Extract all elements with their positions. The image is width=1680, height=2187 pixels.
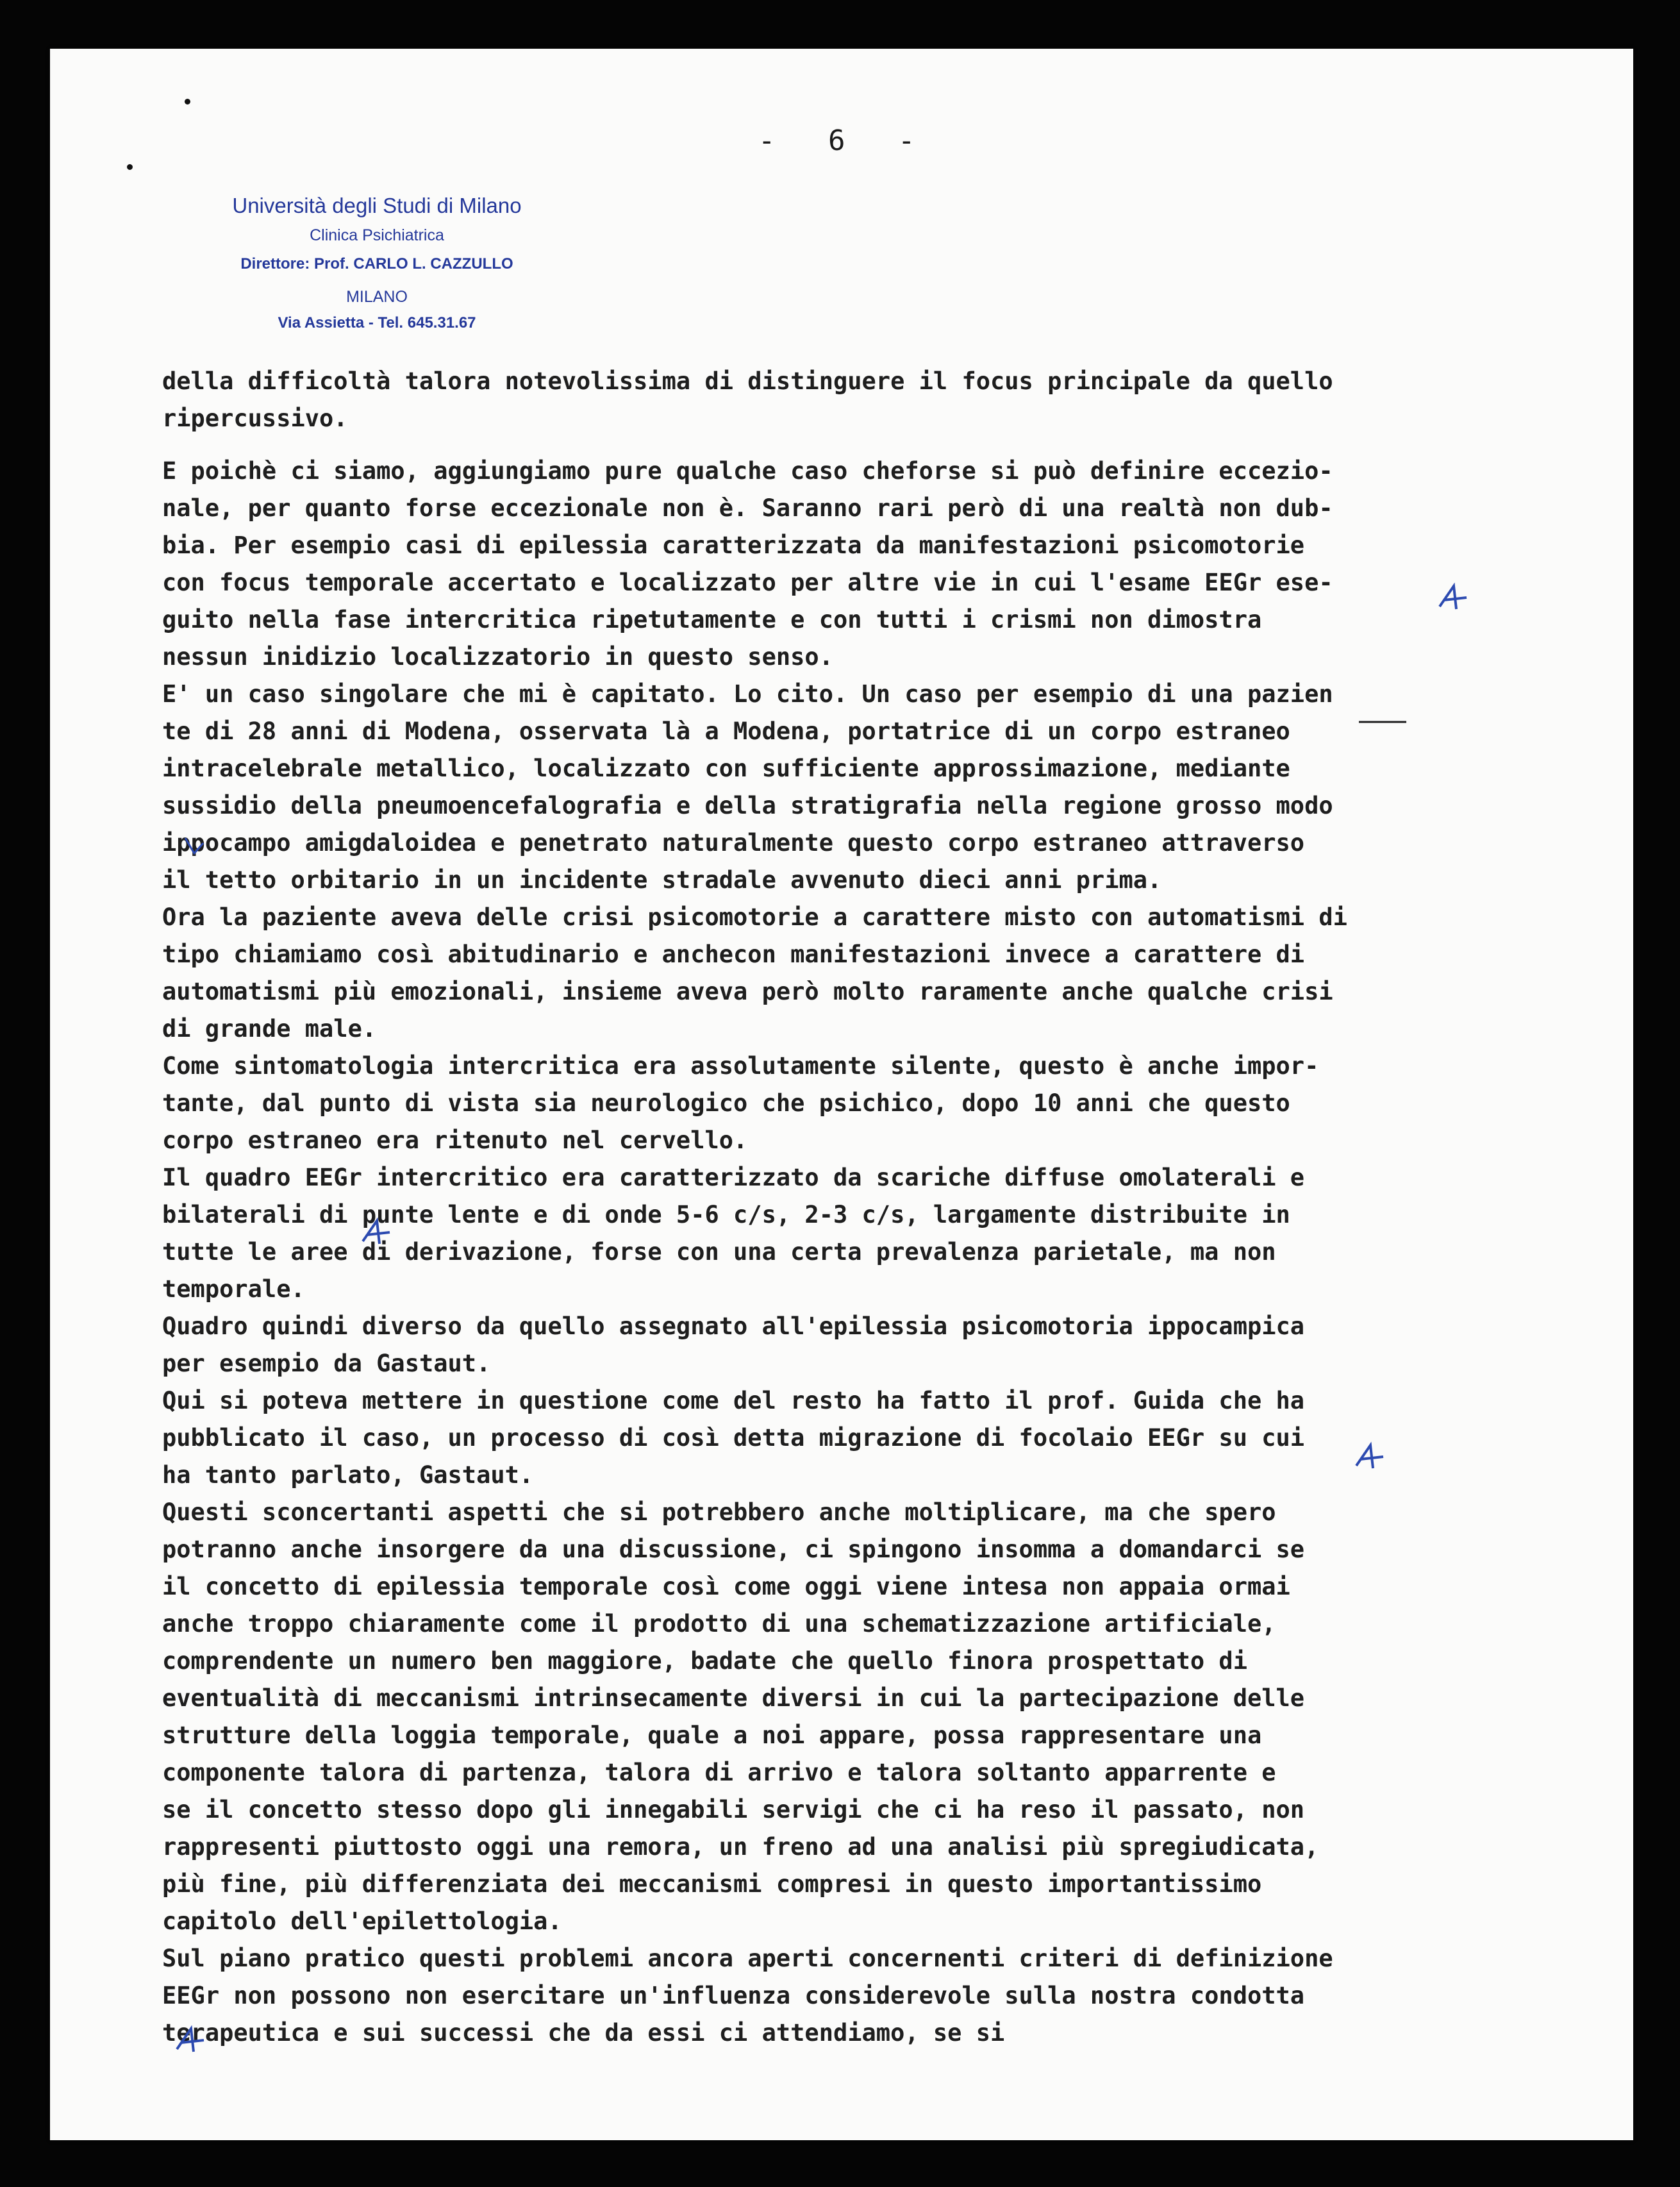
text-line: rappresenti piuttosto oggi una remora, un freno ad una analisi più spregiudicata, [162,1833,1319,1861]
pen-correction-mark-icon [172,2024,210,2062]
text-line: Ora la paziente aveva delle crisi psicomotorie a carattere misto con automatismi di [162,903,1347,931]
text-line: Qui si poteva mettere in questione come del resto ha fatto il prof. Guida che ha [162,1387,1305,1414]
pen-correction-mark-icon [1351,1440,1390,1479]
text-line: ripercussivo. [162,405,348,432]
text-line: intracelebrale metallico, localizzato con sufficiente approssimazione, mediante [162,755,1290,782]
text-line: ippocampo amigdaloidea e penetrato naturalmente questo corpo estraneo attraverso [162,829,1305,857]
text-line: nessun inidizio localizzatorio in questo senso. [162,643,833,671]
letterhead-clinic: Clinica Psichiatrica [310,226,444,244]
text-line: eventualità di meccanismi intrinsecamente diversi in cui la partecipazione delle [162,1684,1305,1712]
text-line: bilaterali di punte lente e di onde 5-6 c/s, 2-3 c/s, largamente distribuite in [162,1201,1290,1228]
text-line: Come sintomatologia intercritica era assolutamente silente, questo è anche impor- [162,1052,1319,1080]
text-line: nale, per quanto forse eccezionale non è. Saranno rari però di una realtà non dub- [162,494,1333,522]
text-line: il concetto di epilessia temporale così come oggi viene intesa non appaia ormai [162,1573,1290,1600]
letterhead-city: MILANO [346,288,408,306]
text-line: componente talora di partenza, talora di arrivo e talora soltanto apparrente e [162,1759,1276,1786]
text-line: sussidio della pneumoencefalografia e della stratigrafia nella regione grosso modo [162,792,1333,819]
punch-mark-icon [127,164,133,170]
page-number: - 6 - [758,124,933,157]
document-page [50,49,1633,2140]
text-line: temporale. [162,1275,305,1303]
text-line: tipo chiamiamo così abitudinario e anchecon manifestazioni invece a carattere di [162,941,1305,968]
text-line: strutture della loggia temporale, quale a noi appare, possa rappresentare una [162,1722,1262,1749]
text-line: capitolo dell'epilettologia. [162,1907,562,1935]
pen-correction-mark-icon [1435,581,1473,619]
pen-correction-mark-icon [358,1216,396,1254]
text-line: il tetto orbitario in un incidente stradale avvenuto dieci anni prima. [162,866,1162,894]
text-line: con focus temporale accertato e localizzato per altre vie in cui l'esame EEGr ese- [162,569,1333,596]
text-line: anche troppo chiaramente come il prodotto di una schematizzazione artificiale, [162,1610,1276,1638]
text-line: più fine, più differenziata dei meccanismi compresi in questo importantissimo [162,1870,1262,1898]
letterhead-director: Direttore: Prof. CARLO L. CAZZULLO [240,255,513,272]
pen-caret-mark-icon [181,834,207,860]
text-line: tante, dal punto di vista sia neurologico che psichico, dopo 10 anni che questo [162,1089,1290,1117]
text-line: per esempio da Gastaut. [162,1350,491,1377]
text-line: te di 28 anni di Modena, osservata là a Modena, portatrice di un corpo estraneo [162,717,1290,745]
text-line: Quadro quindi diverso da quello assegnato all'epilessia psicomotoria ippocampica [162,1312,1305,1340]
text-line: potranno anche insorgere da una discussione, ci spingono insomma a domandarci se [162,1536,1305,1563]
text-line: corpo estraneo era ritenuto nel cervello. [162,1127,748,1154]
text-line: tutte le aree di derivazione, forse con una certa prevalenza parietale, ma non [162,1238,1276,1266]
text-line: ha tanto parlato, Gastaut. [162,1461,534,1489]
text-line: E' un caso singolare che mi è capitato. Lo cito. Un caso per esempio di una pazien [162,680,1333,708]
text-line: terapeutica e sui successi che da essi ci attendiamo, se si [162,2019,1005,2047]
pen-underline-mark-icon [1358,716,1409,728]
letterhead-university: Università degli Studi di Milano [232,194,522,217]
text-line: Il quadro EEGr intercritico era caratterizzato da scariche diffuse omolaterali e [162,1164,1305,1191]
text-line: Questi sconcertanti aspetti che si potrebbero anche moltiplicare, ma che spero [162,1498,1276,1526]
text-line: di grande male. [162,1015,377,1043]
text-line: EEGr non possono non esercitare un'influenza considerevole sulla nostra condotta [162,1982,1305,2009]
letterhead-address: Via Assietta - Tel. 645.31.67 [278,314,476,331]
text-line: pubblicato il caso, un processo di così detta migrazione di focolaio EEGr su cui [162,1424,1305,1452]
letterhead [197,191,556,335]
text-line: Sul piano pratico questi problemi ancora aperti concernenti criteri di definizione [162,1945,1333,1972]
text-line: se il concetto stesso dopo gli innegabili servigi che ci ha reso il passato, non [162,1796,1305,1823]
text-line: della difficoltà talora notevolissima di distinguere il focus principale da quello [162,367,1333,395]
text-line: bia. Per esempio casi di epilessia caratterizzata da manifestazioni psicomotorie [162,532,1305,559]
text-line: comprendente un numero ben maggiore, badate che quello finora prospettato di [162,1647,1247,1675]
text-line: E poichè ci siamo, aggiungiamo pure qualche caso cheforse si può definire eccezio- [162,457,1333,485]
text-line: automatismi più emozionali, insieme aveva però molto raramente anche qualche crisi [162,978,1333,1005]
punch-mark-icon [185,99,190,105]
text-line: guito nella fase intercritica ripetutamente e con tutti i crismi non dimostra [162,606,1262,633]
